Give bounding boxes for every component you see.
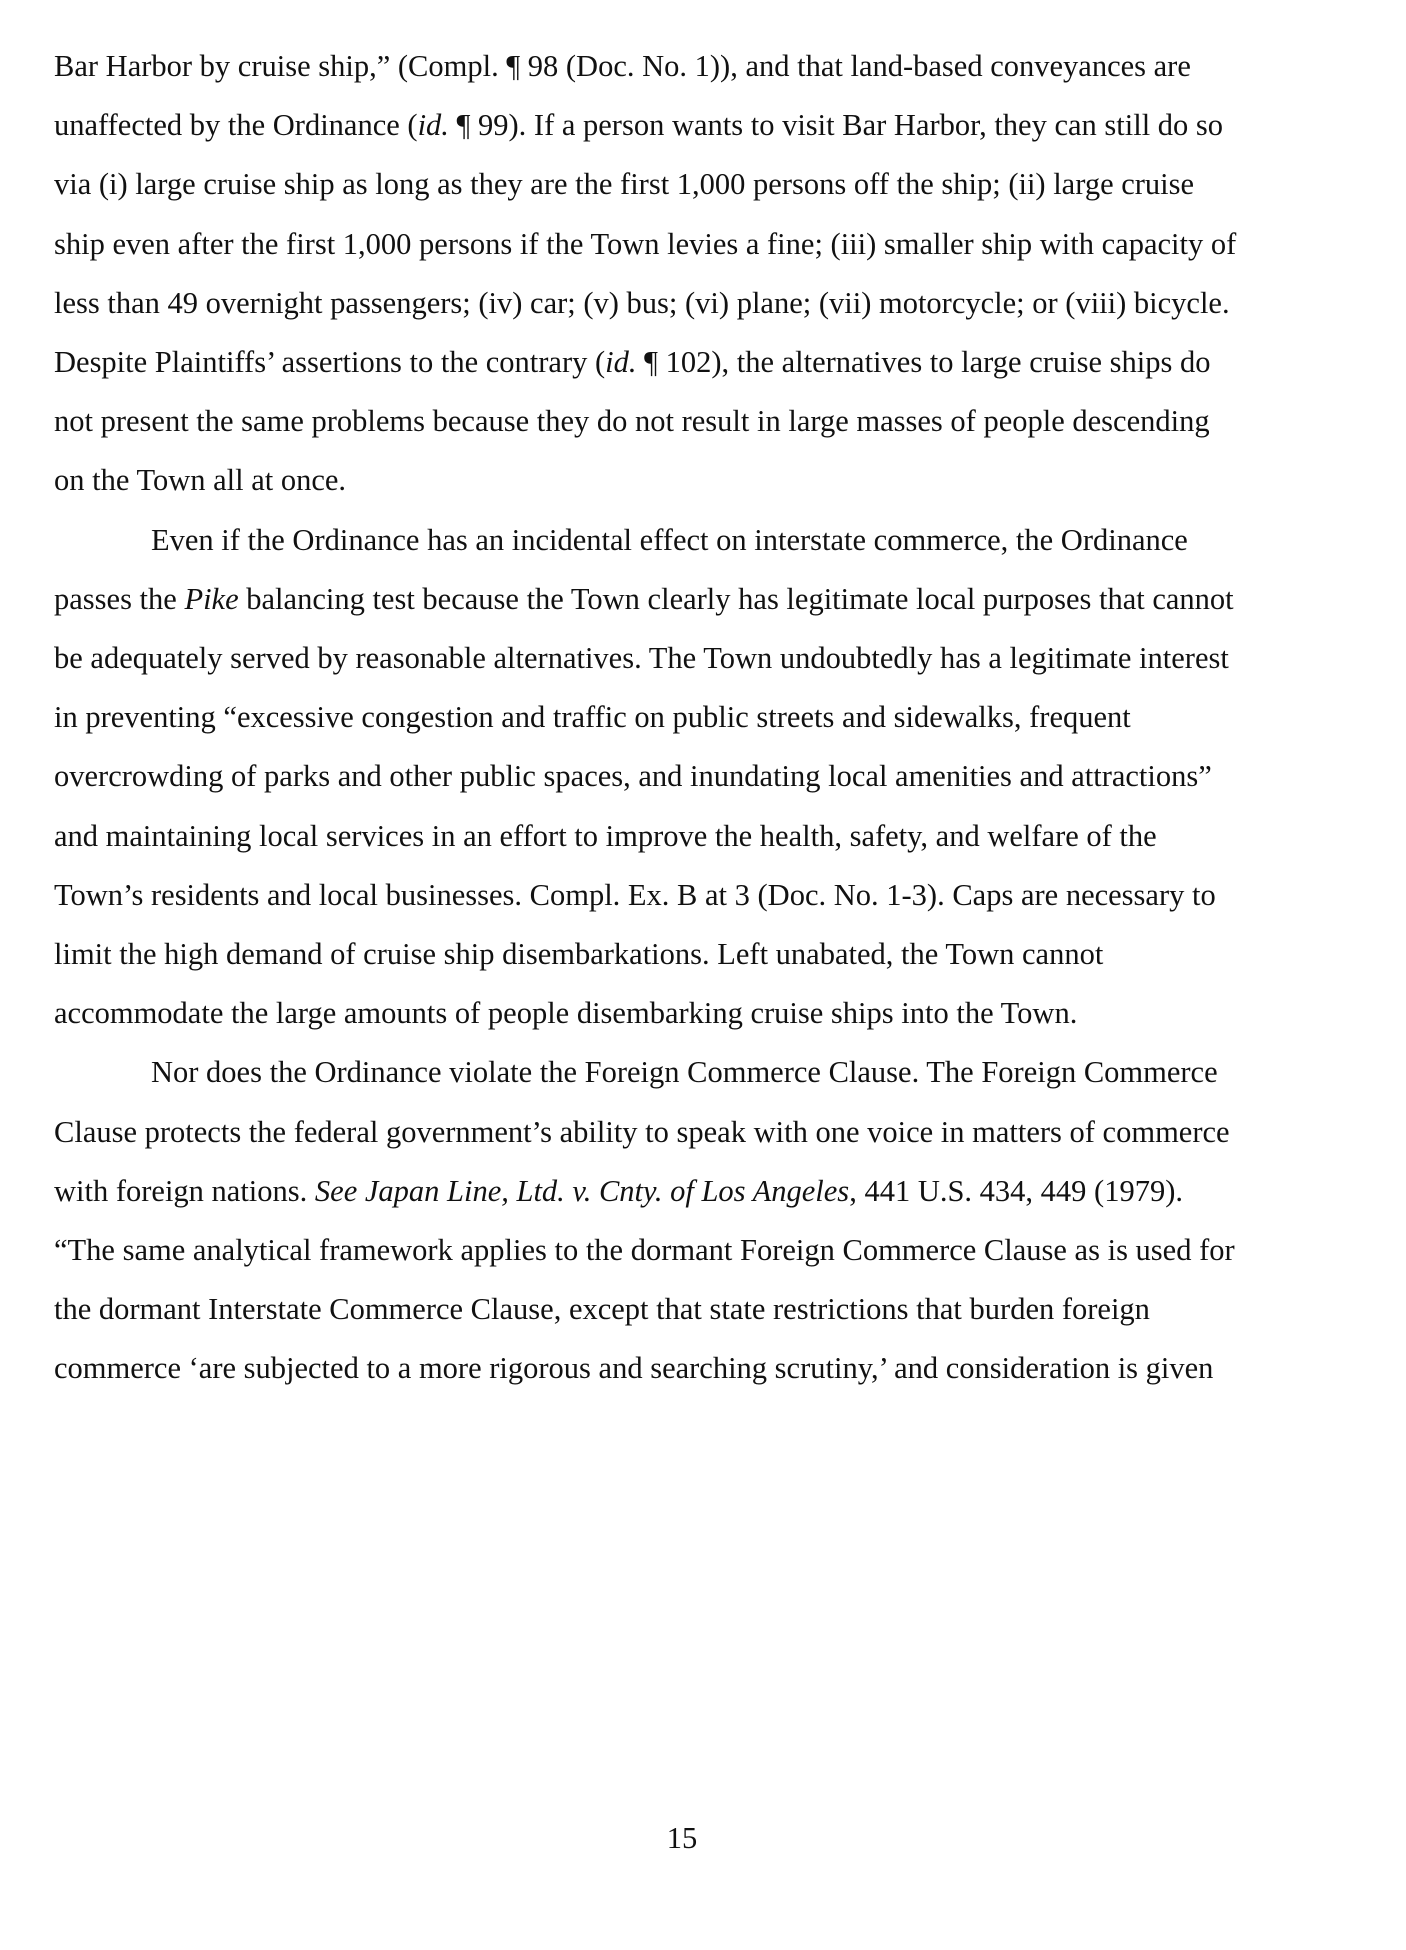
text-line xyxy=(54,1173,1183,1209)
text-line xyxy=(54,581,1234,617)
text-segment: ¶ 102), the alternatives to large cruise ships do xyxy=(636,345,1211,379)
text-segment: be adequately served by reasonable alternatives. The Town undoubtedly has a legitimate interest xyxy=(54,641,1229,675)
text-line xyxy=(54,1350,1213,1386)
italic-text: See Japan Line, Ltd. v. Cnty. of Los Angeles xyxy=(314,1173,850,1208)
text-segment: commerce ‘are subjected to a more rigorous and searching scrutiny,’ and consideration is given xyxy=(54,1351,1214,1386)
text-line xyxy=(54,758,1212,794)
text-segment: Town’s residents and local businesses. Compl. Ex. B at 3 (Doc. No. 1-3). Caps are necessary to xyxy=(54,877,1216,912)
text-segment: ¶ 99). If a person wants to visit Bar Harbor, they can still do so xyxy=(448,108,1224,143)
text-segment: Despite Plaintiffs’ assertions to the contrary ( xyxy=(54,345,606,379)
text-segment: unaffected by the Ordinance ( xyxy=(54,108,418,143)
text-segment: Clause protects the federal government’s ability to speak with one voice in matters of commerce xyxy=(54,1114,1230,1149)
text-line xyxy=(54,699,1131,735)
text-line xyxy=(54,226,1236,262)
text-line xyxy=(54,936,1103,972)
text-line xyxy=(54,818,1157,854)
text-line xyxy=(54,877,1216,913)
text-segment: and maintaining local services in an effort to improve the health, safety, and welfare of the xyxy=(54,818,1157,853)
text-segment: on the Town all at once. xyxy=(54,463,347,498)
text-segment: not present the same problems because they do not result in large masses of people descending xyxy=(54,404,1210,439)
page-number: 15 xyxy=(666,1821,698,1855)
text-segment: balancing test because the Town clearly has legitimate local purposes that cannot xyxy=(238,581,1234,616)
text-segment: the dormant Interstate Commerce Clause, except that state restrictions that burden foreign xyxy=(54,1292,1150,1327)
text-segment: accommodate the large amounts of people disembarking cruise ships into the Town. xyxy=(54,996,1078,1031)
text-line xyxy=(54,107,1223,143)
text-line xyxy=(151,522,1188,558)
text-segment: overcrowding of parks and other public spaces, and inundating local amenities and attractions” xyxy=(54,759,1212,794)
italic-text: id. xyxy=(605,345,637,379)
text-segment: Even if the Ordinance has an incidental effect on interstate commerce, the Ordinance xyxy=(151,522,1188,557)
text-line xyxy=(54,285,1230,321)
italic-text: id. xyxy=(417,108,449,143)
text-line xyxy=(54,462,346,498)
text-line xyxy=(54,995,1077,1031)
text-line xyxy=(54,1232,1235,1268)
text-segment: “The same analytical framework applies to the dormant Foreign Commerce Clause as is used for xyxy=(54,1233,1235,1267)
text-line xyxy=(54,403,1210,439)
italic-text: Pike xyxy=(184,581,239,616)
text-line xyxy=(151,1054,1218,1090)
text-line xyxy=(54,166,1194,202)
text-segment: passes the xyxy=(54,581,185,616)
text-segment: limit the high demand of cruise ship disembarkations. Left unabated, the Town cannot xyxy=(54,937,1104,971)
text-line xyxy=(54,1291,1150,1327)
text-line xyxy=(54,1114,1230,1150)
text-segment: with foreign nations. xyxy=(54,1173,315,1208)
text-line xyxy=(54,48,1191,84)
text-segment: via (i) large cruise ship as long as they are the first 1,000 persons off the ship; (ii) large cruise xyxy=(54,167,1195,202)
text-segment: Bar Harbor by cruise ship,” (Compl. ¶ 98 (Doc. No. 1)), and that land-based conveyances are xyxy=(54,49,1191,83)
text-segment: Nor does the Ordinance violate the Foreign Commerce Clause. The Foreign Commerce xyxy=(151,1055,1218,1090)
text-line xyxy=(54,640,1229,676)
text-segment: less than 49 overnight passengers; (iv) car; (v) bus; (vi) plane; (vii) motorcycle; or (viii) bicycle. xyxy=(54,285,1230,320)
text-line xyxy=(54,344,1210,380)
text-segment: in preventing “excessive congestion and traffic on public streets and sidewalks, frequent xyxy=(54,700,1131,735)
text-segment: ship even after the first 1,000 persons if the Town levies a fine; (iii) smaller ship with capacity of xyxy=(54,226,1237,261)
text-segment: , 441 U.S. 434, 449 (1979). xyxy=(849,1173,1183,1208)
